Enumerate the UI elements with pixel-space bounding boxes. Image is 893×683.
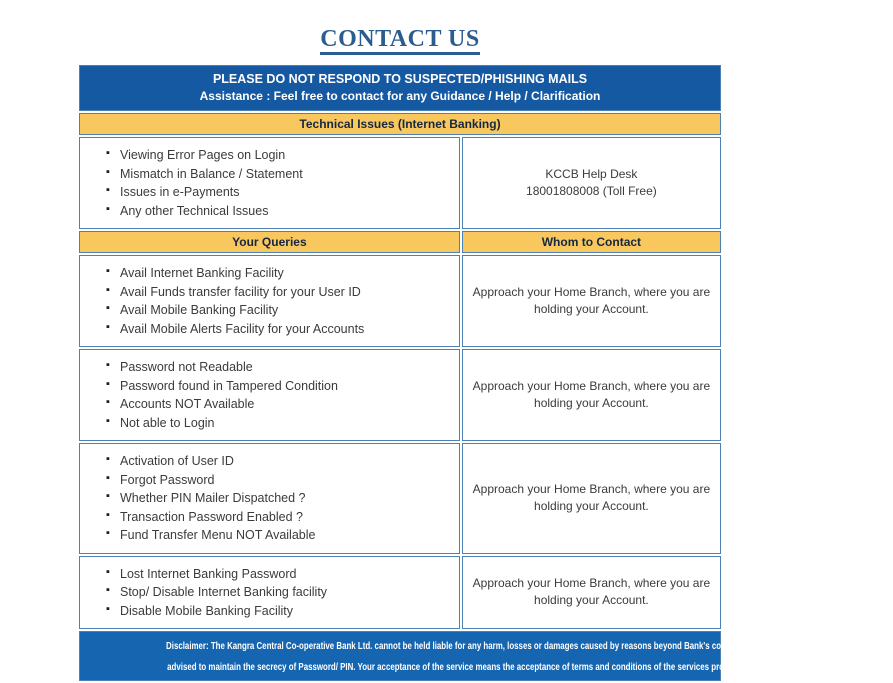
table-row [79, 255, 721, 347]
disclaimer-line-2: advised to maintain the secrecy of Password/ PIN. Your acceptance of the service means the acceptance of terms and conditions of the services provided along with form. [167, 661, 808, 673]
section-header-technical-issues: Technical Issues (Internet Banking) [79, 113, 721, 135]
disclaimer-row [79, 631, 721, 681]
queries-cell [79, 255, 460, 347]
list-item: ▪ Password found in Tampered Condition [106, 377, 451, 396]
list-item: ▪ Accounts NOT Available [106, 395, 451, 414]
technical-issues-list [106, 146, 451, 220]
column-header-row [79, 231, 721, 253]
list-item: ▪ Avail Mobile Alerts Facility for your Accounts [106, 320, 451, 339]
list-item: ▪ Avail Mobile Banking Facility [106, 301, 451, 320]
column-header-whom-to-contact: Whom to Contact [462, 231, 721, 253]
queries-list [106, 452, 451, 545]
list-item: ▪ Not able to Login [106, 414, 451, 433]
contact-cell: Approach your Home Branch, where you are holding your Account. [462, 349, 721, 441]
list-item: ▪ Issues in e-Payments [106, 183, 451, 202]
list-item: ▪ Lost Internet Banking Password [106, 565, 451, 584]
list-item: ▪ Activation of User ID [106, 452, 451, 471]
contact-cell: Approach your Home Branch, where you are holding your Account. [462, 556, 721, 630]
contact-cell: Approach your Home Branch, where you are holding your Account. [462, 443, 721, 554]
list-item: ▪ Mismatch in Balance / Statement [106, 165, 451, 184]
help-desk-number: 18001808008 (Toll Free) [526, 184, 657, 199]
technical-issues-cell [79, 137, 460, 229]
disclaimer [79, 631, 808, 681]
disclaimer-line-1: Disclaimer: The Kangra Central Co-operative Bank Ltd. cannot be held liable for any harm, losses or damages caused by reasons beyond Bank's control. Customers are [166, 641, 799, 653]
help-desk-cell [462, 137, 721, 229]
list-item: ▪ Stop/ Disable Internet Banking facility [106, 583, 451, 602]
help-desk-name: KCCB Help Desk [545, 166, 638, 181]
list-item: ▪ Password not Readable [106, 358, 451, 377]
phishing-warning-banner [79, 65, 721, 111]
technical-issues-row [79, 137, 721, 229]
queries-list [106, 358, 451, 432]
table-row [79, 443, 721, 554]
banner-row [79, 65, 721, 111]
section-header-row [79, 113, 721, 135]
contact-cell: Approach your Home Branch, where you are holding your Account. [462, 255, 721, 347]
phishing-warning-text: PLEASE DO NOT RESPOND TO SUSPECTED/PHISHING MAILS [212, 72, 588, 87]
assistance-text: Assistance : Feel free to contact for any Guidance / Help / Clarification [199, 88, 601, 103]
list-item: ▪ Transaction Password Enabled ? [106, 508, 451, 527]
page-title-wrap [0, 0, 800, 55]
list-item: ▪ Forgot Password [106, 471, 451, 490]
list-item: ▪ Fund Transfer Menu NOT Available [106, 526, 451, 545]
contact-table [77, 63, 808, 683]
table-row [79, 349, 721, 441]
queries-cell [79, 443, 460, 554]
page-title: CONTACT US [320, 26, 479, 55]
queries-cell [79, 556, 460, 630]
table-row [79, 556, 721, 630]
list-item: ▪ Avail Internet Banking Facility [106, 264, 451, 283]
list-item: ▪ Whether PIN Mailer Dispatched ? [106, 489, 451, 508]
queries-cell [79, 349, 460, 441]
queries-list [106, 565, 451, 621]
list-item: ▪ Avail Funds transfer facility for your User ID [106, 283, 451, 302]
column-header-your-queries: Your Queries [79, 231, 460, 253]
list-item: ▪ Disable Mobile Banking Facility [106, 602, 451, 621]
list-item: ▪ Viewing Error Pages on Login [106, 146, 451, 165]
list-item: ▪ Any other Technical Issues [106, 202, 451, 221]
queries-list [106, 264, 451, 338]
